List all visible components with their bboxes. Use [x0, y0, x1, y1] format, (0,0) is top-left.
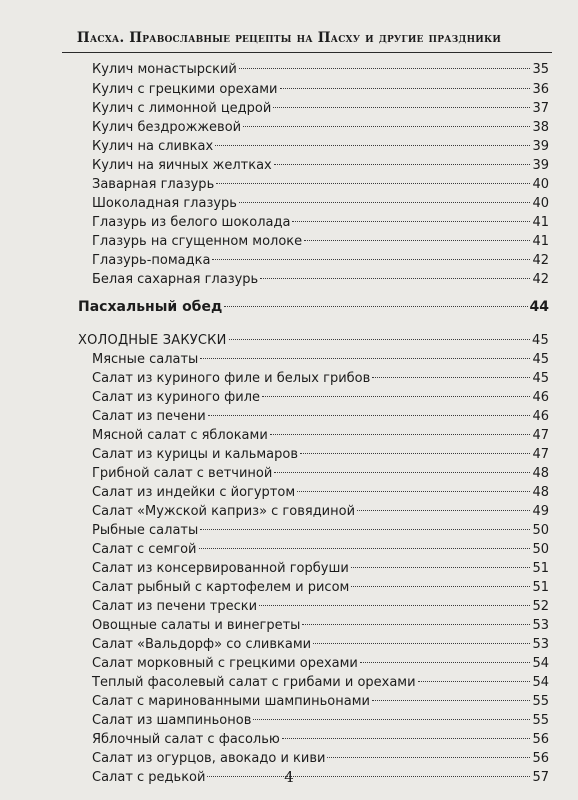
- toc-entry: [92, 597, 549, 617]
- toc-entry: [92, 270, 549, 290]
- toc-entry: [92, 559, 549, 579]
- toc-entry-title: Кулич с грецкими орехами: [92, 82, 278, 97]
- toc-entry-page: 55: [532, 694, 549, 709]
- toc-entry-title: Рыбные салаты: [92, 523, 199, 538]
- toc-entry-title: Глазурь-помадка: [92, 253, 211, 268]
- dot-leader: [239, 68, 531, 69]
- dot-leader: [357, 510, 530, 511]
- toc-entry-page: 37: [532, 101, 549, 116]
- toc-entry-page: 49: [532, 504, 549, 519]
- toc-section-entry: [78, 297, 549, 317]
- toc-entry-title: Салат из индейки с йогуртом: [92, 485, 296, 500]
- toc-entry-title: Кулич с лимонной цедрой: [92, 101, 272, 116]
- toc-entry: [92, 654, 549, 674]
- toc-entry-page: 54: [532, 675, 549, 690]
- toc-entry-page: 47: [532, 428, 549, 443]
- toc-entry-title: Мясные салаты: [92, 352, 199, 367]
- dot-leader: [273, 107, 530, 108]
- toc-entry-page: 42: [532, 253, 549, 268]
- dot-leader: [208, 415, 531, 416]
- toc-entry-page: 53: [532, 618, 549, 633]
- toc-entry: [92, 388, 549, 408]
- toc-entry: [92, 232, 549, 252]
- dot-leader: [215, 145, 530, 146]
- dot-leader: [300, 453, 530, 454]
- dot-leader: [239, 202, 530, 203]
- header-rule: [62, 52, 552, 53]
- toc-entry-title: Салат с маринованными шампиньонами: [92, 694, 370, 709]
- toc-entry-page: 47: [532, 447, 549, 462]
- toc-entry: [92, 175, 549, 195]
- toc-entry-page: 56: [532, 751, 549, 766]
- toc-entry-title: Салат из консервированной горбуши: [92, 561, 349, 576]
- toc-entry-page: 41: [532, 215, 549, 230]
- dot-leader: [200, 358, 530, 359]
- dot-leader: [262, 396, 530, 397]
- toc-entry-page: 50: [532, 523, 549, 538]
- toc-entry-page: 53: [532, 637, 549, 652]
- toc-entry-page: 36: [532, 82, 549, 97]
- toc-entry: [92, 426, 549, 446]
- toc-entry-page: 46: [532, 390, 549, 405]
- toc-entry-title: Кулич бездрожжевой: [92, 120, 242, 135]
- dot-leader: [200, 529, 530, 530]
- toc-entry: [92, 251, 549, 271]
- dot-leader: [282, 738, 531, 739]
- toc-entry-title: Теплый фасолевый салат с грибами и орехами: [92, 675, 416, 690]
- toc-entry-title: Глазурь на сгущенном молоке: [92, 234, 303, 249]
- toc-entry: [92, 521, 549, 541]
- dot-leader: [280, 88, 531, 89]
- dot-leader: [351, 567, 531, 568]
- toc-entry-page: 41: [532, 234, 549, 249]
- toc-entry-page: 48: [532, 466, 549, 481]
- toc-entry: [92, 502, 549, 522]
- dot-leader: [274, 472, 530, 473]
- toc-entry-title: Овощные салаты и винегреты: [92, 618, 301, 633]
- toc-category-entry: [78, 331, 549, 351]
- dot-leader: [372, 377, 530, 378]
- toc-entry-page: 45: [532, 333, 549, 348]
- toc-entry: [92, 578, 549, 598]
- toc-entry-title: Салат из печени: [92, 409, 206, 424]
- toc-entry-title: ХОЛОДНЫЕ ЗАКУСКИ: [78, 333, 227, 348]
- toc-entry: [92, 350, 549, 370]
- toc-entry-page: 51: [532, 580, 549, 595]
- header-title: Пасха. Православные рецепты на Пасху и другие праздники: [76, 30, 502, 46]
- dot-leader: [292, 221, 530, 222]
- toc-entry-title: Салат из огурцов, авокадо и киви: [92, 751, 326, 766]
- toc-entry: [92, 692, 549, 712]
- toc-entry: [92, 80, 549, 100]
- toc-entry-title: Заварная глазурь: [92, 177, 215, 192]
- dot-leader: [418, 681, 531, 682]
- toc-entry-title: Белая сахарная глазурь: [92, 272, 259, 287]
- toc-entry-page: 50: [532, 542, 549, 557]
- toc-entry-title: Кулич монастырский: [92, 62, 237, 77]
- toc-entry: [92, 213, 549, 233]
- toc-entry-title: Кулич на сливках: [92, 139, 214, 154]
- toc-entry: [92, 749, 549, 769]
- toc-entry-title: Салат из печени трески: [92, 599, 258, 614]
- toc-entry-title: Пасхальный обед: [78, 299, 223, 315]
- dot-leader: [313, 643, 530, 644]
- toc-entry: [92, 635, 549, 655]
- dot-leader: [304, 240, 530, 241]
- dot-leader: [253, 719, 530, 720]
- toc-entry-title: Кулич на яичных желтках: [92, 158, 272, 173]
- toc-entry: [92, 616, 549, 636]
- toc-entry-title: Салат морковный с грецкими орехами: [92, 656, 358, 671]
- toc-entry: [92, 60, 549, 80]
- toc-entry: [92, 407, 549, 427]
- toc-entry: [92, 369, 549, 389]
- toc-entry-page: 44: [529, 299, 549, 315]
- toc-entry-page: 48: [532, 485, 549, 500]
- toc-entry-title: Салат из курицы и кальмаров: [92, 447, 299, 462]
- toc-entry-page: 55: [532, 713, 549, 728]
- toc-entry: [92, 483, 549, 503]
- running-header: [0, 0, 578, 52]
- dot-leader: [360, 662, 531, 663]
- toc-entry: [92, 194, 549, 214]
- toc-entry-title: Яблочный салат с фасолью: [92, 732, 280, 747]
- toc-entry-page: 39: [532, 158, 549, 173]
- dot-leader: [212, 259, 530, 260]
- dot-leader: [372, 700, 530, 701]
- toc-entry-page: 35: [532, 62, 549, 77]
- dot-leader: [302, 624, 530, 625]
- toc-entry: [92, 156, 549, 176]
- toc-entry-page: 40: [532, 177, 549, 192]
- toc-entry-title: Салат с семгой: [92, 542, 197, 557]
- toc-entry: [92, 137, 549, 157]
- toc-entry-page: 56: [532, 732, 549, 747]
- toc-entry: [92, 673, 549, 693]
- dot-leader: [259, 605, 530, 606]
- toc-entry-page: 51: [532, 561, 549, 576]
- dot-leader: [297, 491, 530, 492]
- toc-entry: [92, 540, 549, 560]
- dot-leader: [260, 278, 530, 279]
- toc-entry-page: 45: [532, 352, 549, 367]
- dot-leader: [224, 306, 527, 307]
- toc-entry: [92, 730, 549, 750]
- dot-leader: [351, 586, 530, 587]
- dot-leader: [229, 339, 531, 340]
- dot-leader: [216, 183, 530, 184]
- toc-entry-title: Салат из куриного филе: [92, 390, 261, 405]
- toc-entry-page: 46: [532, 409, 549, 424]
- toc-entry-page: 54: [532, 656, 549, 671]
- page-number: 4: [284, 768, 294, 786]
- toc-entry: [92, 445, 549, 465]
- toc-entry-title: Глазурь из белого шоколада: [92, 215, 291, 230]
- dot-leader: [270, 434, 531, 435]
- toc-entry-title: Грибной салат с ветчиной: [92, 466, 273, 481]
- toc-entry-title: Салат с редькой: [92, 770, 206, 785]
- dot-leader: [243, 126, 530, 127]
- toc-entry-page: 40: [532, 196, 549, 211]
- toc-entry-title: Салат «Вальдорф» со сливками: [92, 637, 312, 652]
- toc-entry-title: Салат из куриного филе и белых грибов: [92, 371, 371, 386]
- toc-entry-page: 39: [532, 139, 549, 154]
- toc-entry: [92, 464, 549, 484]
- toc-entry-title: Салат «Мужской каприз» с говядиной: [92, 504, 356, 519]
- toc-entry: [92, 711, 549, 731]
- toc-entry-page: 57: [532, 770, 549, 785]
- toc-entry-title: Салат из шампиньонов: [92, 713, 252, 728]
- toc-entry: [92, 99, 549, 119]
- toc-entry-page: 45: [532, 371, 549, 386]
- dot-leader: [274, 164, 531, 165]
- toc-entry-page: 42: [532, 272, 549, 287]
- dot-leader: [327, 757, 530, 758]
- toc-entry-title: Шоколадная глазурь: [92, 196, 237, 211]
- toc-entry-title: Салат рыбный с картофелем и рисом: [92, 580, 350, 595]
- toc-entry: [92, 118, 549, 138]
- toc-entry-title: Мясной салат с яблоками: [92, 428, 268, 443]
- toc-entry-page: 52: [532, 599, 549, 614]
- dot-leader: [199, 548, 531, 549]
- toc-entry-page: 38: [532, 120, 549, 135]
